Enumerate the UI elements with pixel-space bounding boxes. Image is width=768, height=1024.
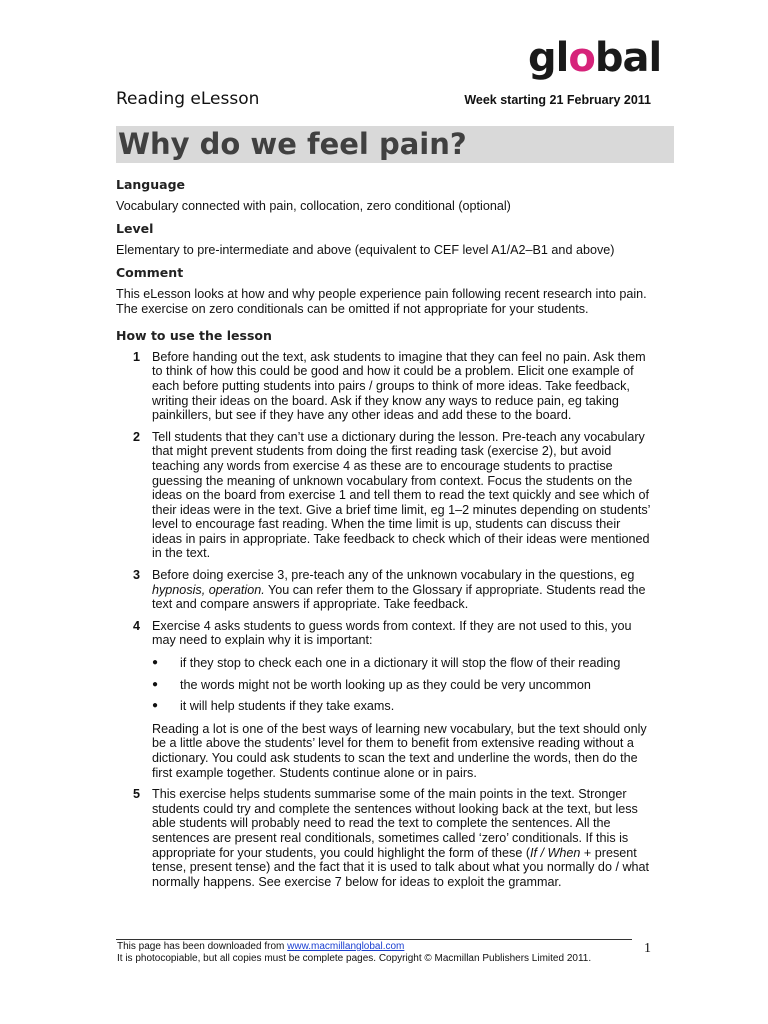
bullet-icon: ● [152,700,159,712]
step-text [152,568,652,612]
footer-copyright: It is photocopiable, but all copies must be complete pages. Copyright © Macmillan Publishers Limited 2011. [117,952,592,964]
footer-divider [116,939,632,940]
list-item [152,656,652,671]
global-logo [528,35,662,81]
step-text-italic: hypnosis, operation. [152,582,265,597]
list-item-text: the words might not be worth looking up as they could be very uncommon [180,677,591,692]
section-language [116,178,652,213]
section-heading: Language [116,177,186,192]
footer-link[interactable]: www.macmillanglobal.com [287,941,405,952]
step-text: Reading a lot is one of the best ways of learning new vocabulary, but the text should only be a little above the students’ level for them to benefit from extensive reading without a dictionary. You could ask students to scan the text and underline the words, then do the first example together. Students continue alone or in pairs. [152,721,647,780]
step-text [152,787,652,889]
step-number: 5 [132,787,140,802]
step-5 [116,787,652,889]
step-text-part: Before doing exercise 3, pre-teach any of the unknown vocabulary in the questions, eg [152,568,635,583]
footer-line-1 [117,941,591,953]
step-body [152,619,652,780]
main-content [116,178,652,896]
logo-text-start: gl [528,35,569,81]
bullet-icon: ● [152,657,159,669]
section-text: Vocabulary connected with pain, collocation, zero conditional (optional) [116,198,511,213]
footer-text: This page has been downloaded from [117,941,288,952]
section-text: Elementary to pre-intermediate and above (equivalent to CEF level A1/A2–B1 and above) [116,242,615,257]
step-1 [116,350,652,423]
list-item-text: if they stop to check each one in a dictionary it will stop the flow of their reading [180,656,621,671]
step-2 [116,430,652,561]
section-heading: How to use the lesson [116,328,272,344]
logo-text-o: o [568,35,595,81]
list-item [152,699,652,714]
step-4 [116,619,652,780]
week-starting: Week starting 21 February 2011 [464,93,651,107]
logo-text-end: bal [594,35,662,81]
section-text: This eLesson looks at how and why people experience pain following recent research into pain. The exercise on zero conditionals can be omitted if not appropriate for your students. [116,286,647,316]
step-text: Exercise 4 asks students to guess words from context. If they are not used to this, you may need to explain why it is important: [152,618,632,648]
bullet-icon: ● [152,678,159,690]
step-number: 2 [132,429,140,444]
step-3 [116,568,652,612]
step-text-part: This exercise helps students summarise some of the main points in the text. Stronger students could try and complete the sentences without looking back at the text, but less able students will probably need to read the text to complete the sentences. All the sentences are present real conditionals, sometimes called ‘zero’ conditionals. If this is appropriate for your students, you could highlight the form of these ( [152,787,638,860]
step-text: Tell students that they can’t use a dictionary during the lesson. Pre-teach any vocabulary that might prevent students from doing the first reading task (exercise 2), but avoid teaching any words from exercise 4 as these are to encourage students to practise guessing the meaning of unknown vocabulary from context. Focus the students on the ideas on the board from exercise 1 and tell them to read the text quickly and see which of their ideas were in the text. Give a brief time limit, eg 1–2 minutes depending on students’ level to encourage fast reading. When the time limit is up, students can discuss their ideas in pairs in appropriate. Take feedback to check which of their ideas were mentioned in the text. [152,429,650,561]
bullet-list [152,656,652,714]
step-number: 3 [132,568,140,583]
page-title: Why do we feel pain? [118,127,467,161]
step-text-italic: If / When [530,845,581,860]
section-how-to [116,329,652,889]
footer [117,941,591,964]
section-heading: Comment [116,265,184,281]
lesson-type: Reading eLesson [116,89,260,109]
section-level [116,222,652,257]
page-number: 1 [644,941,651,956]
list-item [152,678,652,693]
step-number: 4 [132,618,140,633]
step-text: Before handing out the text, ask students to imagine that they can feel no pain. Ask them to think of how this could be good and how it could be a problem. Elicit one example of each before putting students into pairs / groups to think of more ideas. Take feedback, writing their ideas on the board. Ask if they know any ways to reduce pain, eg taking painkillers, but see if they have any other ideas and add these to the board. [152,349,646,423]
step-number: 1 [132,349,140,364]
list-item-text: it will help students if they take exams. [180,699,395,714]
step-text-part: You can refer them to the Glossary if appropriate. Students read the text and compare answers if appropriate. Take feedback. [152,582,646,612]
section-comment [116,266,652,316]
section-heading: Level [116,221,154,237]
step-text-part: + present tense, present tense) and the fact that it is used to talk about what you normally do / what normally happens. See exercise 7 below for ideas to exploit the grammar. [152,845,650,889]
